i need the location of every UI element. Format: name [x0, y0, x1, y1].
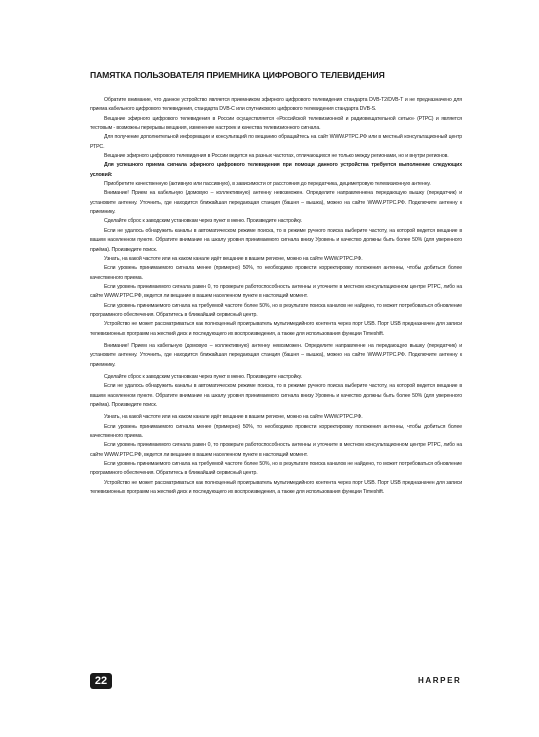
paragraph: Если уровень принимаемого сигнала менее (примерно) 50%, то необходимо провести корректировку положения антенны, чтобы добиться более качественного приема. [90, 423, 462, 440]
paragraph: Если уровень принимаемого сигнала равен 0, то проверьте работоспособность антенны и уточните в местном консультационном центре РТРС, либо на сайте WWW.PTPC.PФ, ведется ли вещание в вашем населенном пункте в настоящий момент. [90, 283, 462, 300]
paragraph: Устройство не может рассматриваться как полноценный проигрыватель мультимедийного контента через порт USB. Порт USB предназначен для записи телевизионных программ на жесткий диск и последующего их воспроизведения, а также для использования функции Timeshift. [90, 479, 462, 496]
paragraph: Обратите внимание, что данное устройство является приемником эфирного цифрового телевидения стандарта DVB-T2/DVB-T и не предназначено для приема кабельного цифрового телевидения, стандарта DVB-C или спутникового цифрового телевидения стандарта DVB-S. [90, 97, 462, 113]
paragraph: Приобретите качественную (активную или пассивную), в зависимости от расстояния до передатчика, дециметровую телевизионную антенну. [104, 181, 431, 188]
paragraph: Внимание! Прием на кабельную (домовую – коллективную) антенну невозможен. Определите направленне на передающую вышку (передатчик) и установите антенну. Уточнить, где находится ближайшая передающая станция (башня – вышка), можно на сайте WWW.PTPC.PФ. Подключите антенну к приемнику. [90, 342, 462, 368]
paragraph: Если уровень принимаемого сигнала на требуемой частоте более 50%, но в результате поиска каналов не найдено, то может потребоваться обновление программного обеспечения. Обратитесь в ближайший сервисный центр. [90, 461, 462, 477]
paragraph: Если не удалось обнаружить каналы в автоматическом режиме поиска, то в режиме ручного поиска выберите частоту, на которой ведется вещание в вашем населенном пункте. Обратите внимание на шкалу уровня принимаемого сигнала внизу Уровень и качество должны быть более 50% (для уверенного приёма). Произведите поиск. [90, 227, 462, 253]
page-title: ПАМЯТКА ПОЛЬЗОВАТЕЛЯ ПРИЕМНИКА ЦИФРОВОГО ТЕЛЕВИДЕНИЯ [90, 70, 385, 80]
page-number-badge: 22 [90, 673, 112, 689]
paragraph: Вещание эфирного цифрового телевидения в России ведется на разных частотах, отличающихся не только между регионами, но и внутри регионов. [104, 153, 449, 160]
paragraph: Узнать, на какой частоте или на каком канале идёт вещание в вашем регионе, можно на сайте WWW.PTPC.PФ. [104, 414, 363, 421]
brand-logo: HARPER [418, 676, 462, 685]
paragraph: Если уровень принимаемого сигнала на требуемой частоте более 50%, но в результате поиска каналов не найдено, то может потребоваться обновление программного обеспечения. Обратитесь в ближайший сервисный центр. [90, 302, 462, 318]
paragraph: Если уровень принимаемого сигнала менее (примерно) 50%, то необходимо провести корректировку положения антенны, чтобы добиться более качественного приема. [90, 265, 462, 281]
paragraph: Устройство не может рассматриваться как полноценный проигрыватель мультимедийного контента через порт USB. Порт USB предназначен для записи телевизионных программ на жесткий диск и последующего их воспроизведения, а также для использования функции Timeshift. [90, 321, 462, 337]
paragraph: Вещание эфирного цифрового телевидения в России осуществляется «Российской телевизионной и радиовещательной сетью» (РТРС) и является тестовым - возможны перерывы вещания, изменение настроек и качества телевизионного сигнала. [90, 115, 462, 132]
paragraph: Внимание! Прием на кабельную (домовую – коллективную) антенну невозможен. Определите направленнена передающую вышку (передатчик) и установите антенну. Уточнить, где находится ближайшая передающая станция (башня – вышка), можно на сайте WWW.PTPC.PФ. Подключите антенну к приемнику. [90, 190, 462, 216]
paragraph: Сделайте сброс к заводским установкам через пункт в меню. Произведите настройку. [104, 373, 302, 380]
paragraph: Если уровень принимаемого сигнала равен 0, то проверьте работоспособность антенны и уточните в местном консультационном центре РТРС, либо на сайте WWW.PTPC.PФ, ведется ли вещание в вашем населенном пункте в настоящий момент. [90, 442, 462, 458]
body-text [90, 96, 462, 497]
paragraph: Узнать, на какой частоте или на каком канале идёт вещание в вашем регионе, можно на сайте WWW.PTPC.PФ. [104, 255, 363, 262]
paragraph: Для получение дополнительной информации и консультаций по вещанию обращайтесь на сайт WWW.PTPC.PФ или в местный консультационный центр РТРС. [90, 134, 462, 150]
paragraph: Если не удалось обнаружить каналы в автоматическом режиме поиска, то в режиме ручного поиска выберите частоту, на которой ведется вещание в вашем населенном пункте. Обратите внимание на шкалу уровня принимаемого сигнала внизу Уровень и качество должны быть более 50% (для уверенного приёма). Произведите поиск. [90, 383, 462, 408]
paragraph: Сделайте сброс к заводским установкам через пункт в меню. Произведите настройку. [104, 218, 302, 225]
paragraph-bold: Для успешного приема сигнала эфирного цифрового телевидения при помощи данного устройства требуется выполнение следующих условий: [90, 162, 462, 178]
